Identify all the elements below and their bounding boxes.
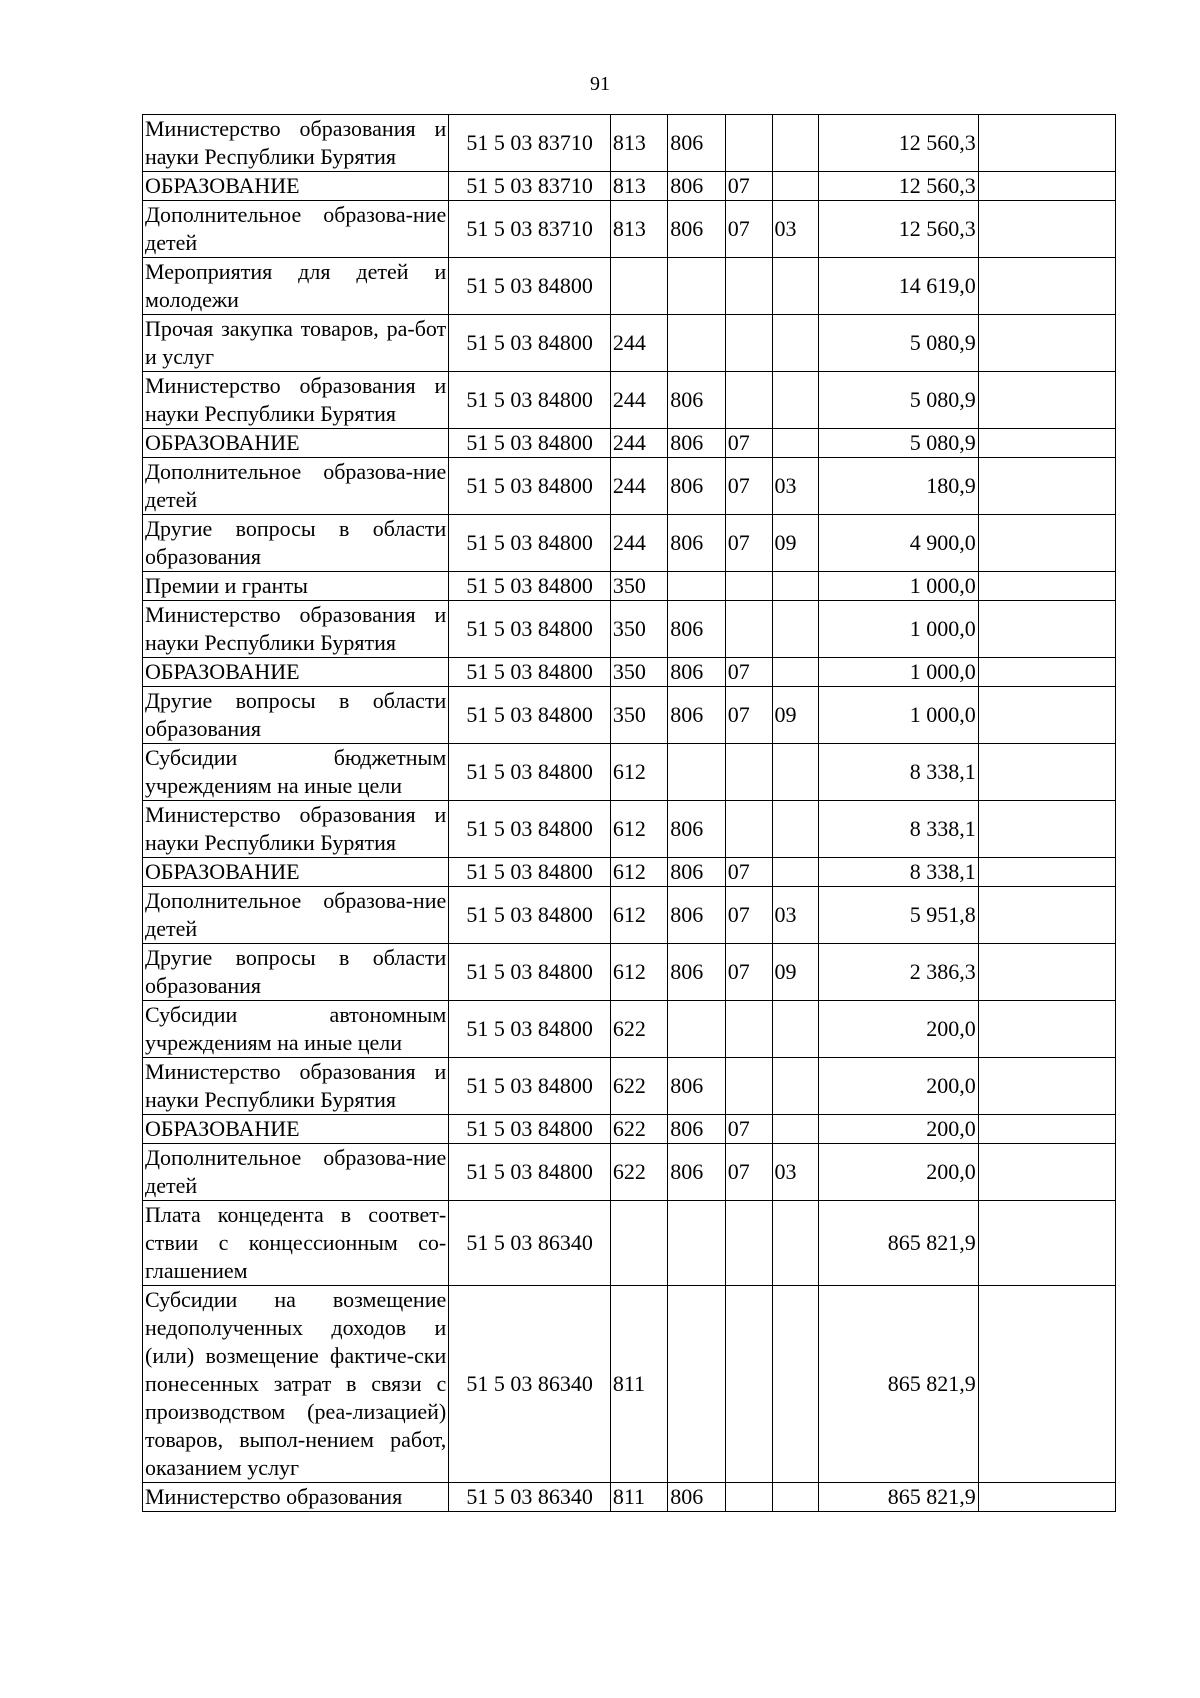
row-name-cell: Министерство образования и науки Республики Бурятия — [143, 372, 449, 429]
empty-cell — [978, 1115, 1115, 1144]
amount-cell: 8 338,1 — [819, 744, 979, 801]
expense-type-cell: 350 — [610, 601, 667, 658]
subsection-cell — [772, 315, 819, 372]
row-name-cell: Министерство образования — [143, 1483, 449, 1512]
section-cell — [725, 115, 772, 172]
row-name-cell: ОБРАЗОВАНИЕ — [143, 172, 449, 201]
target-article-cell: 51 5 03 84800 — [449, 515, 611, 572]
target-article-cell: 51 5 03 84800 — [449, 1144, 611, 1201]
section-cell: 07 — [725, 1115, 772, 1144]
section-cell: 07 — [725, 1144, 772, 1201]
table-row — [143, 1144, 1116, 1201]
table-row — [143, 1058, 1116, 1115]
empty-cell — [978, 372, 1115, 429]
row-name-cell: ОБРАЗОВАНИЕ — [143, 429, 449, 458]
target-article-cell: 51 5 03 84800 — [449, 658, 611, 687]
target-article-cell: 51 5 03 83710 — [449, 172, 611, 201]
subsection-cell — [772, 572, 819, 601]
amount-cell: 1 000,0 — [819, 572, 979, 601]
ministry-code-cell: 806 — [668, 115, 725, 172]
expense-type-cell: 622 — [610, 1144, 667, 1201]
ministry-code-cell: 806 — [668, 658, 725, 687]
section-cell — [725, 315, 772, 372]
table-row — [143, 1483, 1116, 1512]
amount-cell: 200,0 — [819, 1144, 979, 1201]
empty-cell — [978, 429, 1115, 458]
amount-cell: 865 821,9 — [819, 1483, 979, 1512]
table-row — [143, 887, 1116, 944]
table-row — [143, 801, 1116, 858]
target-article-cell: 51 5 03 84800 — [449, 572, 611, 601]
empty-cell — [978, 1483, 1115, 1512]
section-cell — [725, 1286, 772, 1483]
ministry-code-cell — [668, 744, 725, 801]
ministry-code-cell: 806 — [668, 887, 725, 944]
amount-cell: 12 560,3 — [819, 201, 979, 258]
table-row — [143, 315, 1116, 372]
table-row — [143, 944, 1116, 1001]
budget-table — [142, 114, 1116, 1512]
amount-cell: 12 560,3 — [819, 115, 979, 172]
ministry-code-cell — [668, 1286, 725, 1483]
subsection-cell — [772, 1001, 819, 1058]
expense-type-cell: 811 — [610, 1483, 667, 1512]
row-name-cell: Субсидии на возмещение недополученных доходов и (или) возмещение фактиче-ски понесенных затрат в связи с производством (реа-лизацией) товаров, выпол-нением работ, оказанием услуг — [143, 1286, 449, 1483]
expense-type-cell: 622 — [610, 1001, 667, 1058]
empty-cell — [978, 687, 1115, 744]
subsection-cell — [772, 858, 819, 887]
row-name-cell: Дополнительное образова-ние детей — [143, 1144, 449, 1201]
target-article-cell: 51 5 03 86340 — [449, 1201, 611, 1286]
table-row — [143, 658, 1116, 687]
row-name-cell: Дополнительное образова-ние детей — [143, 458, 449, 515]
expense-type-cell: 350 — [610, 572, 667, 601]
target-article-cell: 51 5 03 84800 — [449, 858, 611, 887]
amount-cell: 8 338,1 — [819, 801, 979, 858]
row-name-cell: Другие вопросы в области образования — [143, 687, 449, 744]
subsection-cell — [772, 372, 819, 429]
section-cell — [725, 1058, 772, 1115]
row-name-cell: Министерство образования и науки Республики Бурятия — [143, 601, 449, 658]
expense-type-cell: 350 — [610, 658, 667, 687]
subsection-cell — [772, 1201, 819, 1286]
empty-cell — [978, 201, 1115, 258]
expense-type-cell: 813 — [610, 172, 667, 201]
ministry-code-cell: 806 — [668, 601, 725, 658]
empty-cell — [978, 1058, 1115, 1115]
expense-type-cell: 244 — [610, 429, 667, 458]
ministry-code-cell: 806 — [668, 1483, 725, 1512]
ministry-code-cell — [668, 315, 725, 372]
expense-type-cell: 622 — [610, 1058, 667, 1115]
subsection-cell — [772, 658, 819, 687]
expense-type-cell: 350 — [610, 687, 667, 744]
empty-cell — [978, 801, 1115, 858]
row-name-cell: Дополнительное образова-ние детей — [143, 887, 449, 944]
table-row — [143, 515, 1116, 572]
ministry-code-cell: 806 — [668, 858, 725, 887]
empty-cell — [978, 658, 1115, 687]
subsection-cell: 03 — [772, 458, 819, 515]
expense-type-cell: 813 — [610, 201, 667, 258]
target-article-cell: 51 5 03 84800 — [449, 372, 611, 429]
target-article-cell: 51 5 03 84800 — [449, 1058, 611, 1115]
section-cell — [725, 372, 772, 429]
empty-cell — [978, 1201, 1115, 1286]
ministry-code-cell: 806 — [668, 515, 725, 572]
target-article-cell: 51 5 03 84800 — [449, 258, 611, 315]
amount-cell: 180,9 — [819, 458, 979, 515]
target-article-cell: 51 5 03 83710 — [449, 201, 611, 258]
amount-cell: 5 080,9 — [819, 429, 979, 458]
amount-cell: 1 000,0 — [819, 687, 979, 744]
amount-cell: 8 338,1 — [819, 858, 979, 887]
table-row — [143, 744, 1116, 801]
empty-cell — [978, 887, 1115, 944]
empty-cell — [978, 1001, 1115, 1058]
page-number: 91 — [590, 73, 610, 95]
subsection-cell — [772, 1286, 819, 1483]
empty-cell — [978, 858, 1115, 887]
row-name-cell: Мероприятия для детей и молодежи — [143, 258, 449, 315]
subsection-cell — [772, 258, 819, 315]
amount-cell: 200,0 — [819, 1115, 979, 1144]
target-article-cell: 51 5 03 84800 — [449, 1001, 611, 1058]
expense-type-cell: 612 — [610, 887, 667, 944]
expense-type-cell: 622 — [610, 1115, 667, 1144]
table-row — [143, 172, 1116, 201]
amount-cell: 5 951,8 — [819, 887, 979, 944]
expense-type-cell — [610, 1201, 667, 1286]
section-cell: 07 — [725, 944, 772, 1001]
table-row — [143, 572, 1116, 601]
empty-cell — [978, 515, 1115, 572]
empty-cell — [978, 315, 1115, 372]
empty-cell — [978, 258, 1115, 315]
empty-cell — [978, 1144, 1115, 1201]
ministry-code-cell: 806 — [668, 801, 725, 858]
section-cell — [725, 1483, 772, 1512]
table-row — [143, 1201, 1116, 1286]
amount-cell: 4 900,0 — [819, 515, 979, 572]
ministry-code-cell — [668, 1201, 725, 1286]
section-cell — [725, 744, 772, 801]
subsection-cell — [772, 1058, 819, 1115]
row-name-cell: Прочая закупка товаров, ра-бот и услуг — [143, 315, 449, 372]
subsection-cell — [772, 172, 819, 201]
empty-cell — [978, 744, 1115, 801]
ministry-code-cell: 806 — [668, 458, 725, 515]
amount-cell: 5 080,9 — [819, 372, 979, 429]
row-name-cell: ОБРАЗОВАНИЕ — [143, 658, 449, 687]
subsection-cell — [772, 601, 819, 658]
subsection-cell — [772, 429, 819, 458]
ministry-code-cell: 806 — [668, 1144, 725, 1201]
table-row — [143, 687, 1116, 744]
section-cell: 07 — [725, 458, 772, 515]
section-cell: 07 — [725, 887, 772, 944]
amount-cell: 200,0 — [819, 1001, 979, 1058]
expense-type-cell: 612 — [610, 858, 667, 887]
empty-cell — [978, 115, 1115, 172]
row-name-cell: Дополнительное образова-ние детей — [143, 201, 449, 258]
subsection-cell: 09 — [772, 687, 819, 744]
ministry-code-cell: 806 — [668, 201, 725, 258]
empty-cell — [978, 601, 1115, 658]
target-article-cell: 51 5 03 83710 — [449, 115, 611, 172]
expense-type-cell: 612 — [610, 801, 667, 858]
section-cell: 07 — [725, 658, 772, 687]
target-article-cell: 51 5 03 84800 — [449, 687, 611, 744]
table-row — [143, 372, 1116, 429]
target-article-cell: 51 5 03 84800 — [449, 887, 611, 944]
row-name-cell: Другие вопросы в области образования — [143, 944, 449, 1001]
row-name-cell: ОБРАЗОВАНИЕ — [143, 1115, 449, 1144]
ministry-code-cell — [668, 258, 725, 315]
ministry-code-cell: 806 — [668, 1058, 725, 1115]
subsection-cell — [772, 1483, 819, 1512]
ministry-code-cell: 806 — [668, 372, 725, 429]
row-name-cell: Министерство образования и науки Республики Бурятия — [143, 801, 449, 858]
section-cell — [725, 572, 772, 601]
subsection-cell: 09 — [772, 515, 819, 572]
empty-cell — [978, 944, 1115, 1001]
section-cell: 07 — [725, 201, 772, 258]
target-article-cell: 51 5 03 86340 — [449, 1286, 611, 1483]
ministry-code-cell — [668, 1001, 725, 1058]
empty-cell — [978, 458, 1115, 515]
row-name-cell: Премии и гранты — [143, 572, 449, 601]
section-cell — [725, 258, 772, 315]
ministry-code-cell: 806 — [668, 1115, 725, 1144]
section-cell: 07 — [725, 858, 772, 887]
target-article-cell: 51 5 03 84800 — [449, 458, 611, 515]
row-name-cell: Министерство образования и науки Республики Бурятия — [143, 1058, 449, 1115]
subsection-cell: 03 — [772, 887, 819, 944]
row-name-cell: Субсидии бюджетным учреждениям на иные цели — [143, 744, 449, 801]
section-cell: 07 — [725, 515, 772, 572]
target-article-cell: 51 5 03 84800 — [449, 744, 611, 801]
section-cell: 07 — [725, 429, 772, 458]
row-name-cell: Другие вопросы в области образования — [143, 515, 449, 572]
expense-type-cell: 244 — [610, 315, 667, 372]
expense-type-cell: 244 — [610, 458, 667, 515]
section-cell — [725, 801, 772, 858]
amount-cell: 14 619,0 — [819, 258, 979, 315]
expense-type-cell: 244 — [610, 372, 667, 429]
amount-cell: 5 080,9 — [819, 315, 979, 372]
expense-type-cell: 612 — [610, 944, 667, 1001]
expense-type-cell: 244 — [610, 515, 667, 572]
subsection-cell: 09 — [772, 944, 819, 1001]
section-cell — [725, 1201, 772, 1286]
ministry-code-cell: 806 — [668, 687, 725, 744]
table-row — [143, 201, 1116, 258]
empty-cell — [978, 1286, 1115, 1483]
target-article-cell: 51 5 03 84800 — [449, 944, 611, 1001]
section-cell: 07 — [725, 172, 772, 201]
ministry-code-cell — [668, 572, 725, 601]
table-row — [143, 458, 1116, 515]
row-name-cell: Субсидии автономным учреждениям на иные цели — [143, 1001, 449, 1058]
expense-type-cell — [610, 258, 667, 315]
table-row — [143, 1001, 1116, 1058]
section-cell: 07 — [725, 687, 772, 744]
section-cell — [725, 1001, 772, 1058]
table-row — [143, 858, 1116, 887]
row-name-cell: Министерство образования и науки Республики Бурятия — [143, 115, 449, 172]
table-row — [143, 429, 1116, 458]
section-cell — [725, 601, 772, 658]
table-row — [143, 115, 1116, 172]
subsection-cell: 03 — [772, 201, 819, 258]
ministry-code-cell: 806 — [668, 944, 725, 1001]
amount-cell: 200,0 — [819, 1058, 979, 1115]
subsection-cell: 03 — [772, 1144, 819, 1201]
table-row — [143, 601, 1116, 658]
row-name-cell: ОБРАЗОВАНИЕ — [143, 858, 449, 887]
expense-type-cell: 811 — [610, 1286, 667, 1483]
subsection-cell — [772, 801, 819, 858]
amount-cell: 1 000,0 — [819, 601, 979, 658]
amount-cell: 865 821,9 — [819, 1201, 979, 1286]
target-article-cell: 51 5 03 84800 — [449, 801, 611, 858]
empty-cell — [978, 172, 1115, 201]
target-article-cell: 51 5 03 84800 — [449, 601, 611, 658]
subsection-cell — [772, 744, 819, 801]
amount-cell: 2 386,3 — [819, 944, 979, 1001]
ministry-code-cell: 806 — [668, 172, 725, 201]
amount-cell: 1 000,0 — [819, 658, 979, 687]
target-article-cell: 51 5 03 84800 — [449, 429, 611, 458]
amount-cell: 12 560,3 — [819, 172, 979, 201]
row-name-cell: Плата концедента в соответ-ствии с концессионным со-глашением — [143, 1201, 449, 1286]
subsection-cell — [772, 1115, 819, 1144]
table-row — [143, 1286, 1116, 1483]
target-article-cell: 51 5 03 86340 — [449, 1483, 611, 1512]
empty-cell — [978, 572, 1115, 601]
target-article-cell: 51 5 03 84800 — [449, 1115, 611, 1144]
amount-cell: 865 821,9 — [819, 1286, 979, 1483]
expense-type-cell: 813 — [610, 115, 667, 172]
table-row — [143, 258, 1116, 315]
target-article-cell: 51 5 03 84800 — [449, 315, 611, 372]
table-row — [143, 1115, 1116, 1144]
subsection-cell — [772, 115, 819, 172]
expense-type-cell: 612 — [610, 744, 667, 801]
ministry-code-cell: 806 — [668, 429, 725, 458]
